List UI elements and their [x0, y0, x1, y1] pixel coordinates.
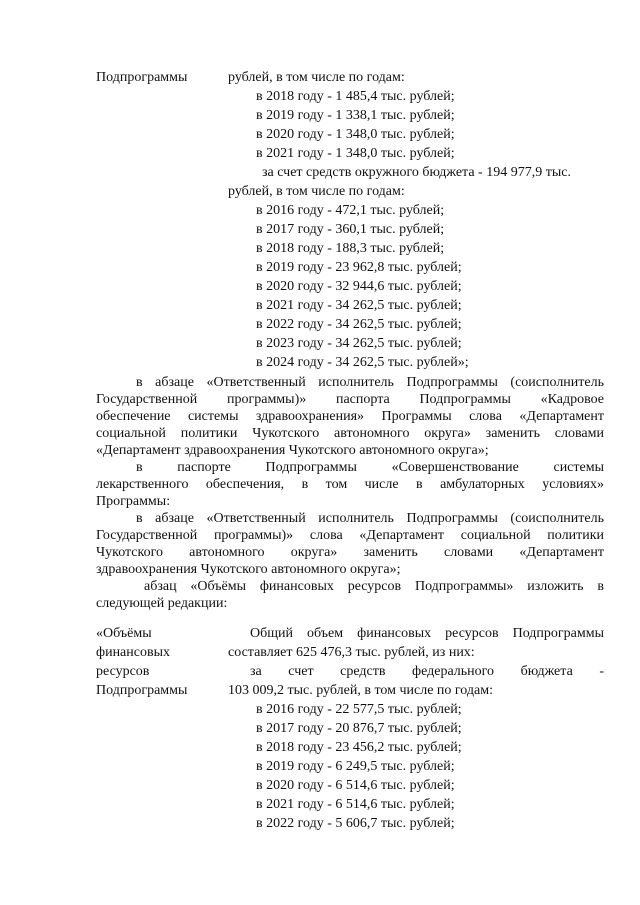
paragraph-line: абзац «Объёмы финансовых ресурсов Подпрограммы» изложить в [144, 579, 604, 594]
label-text: Подпрограммы [96, 70, 188, 85]
year-line: в 2017 году - 20 876,7 тыс. рублей; [256, 721, 462, 736]
year-line: в 2021 году - 1 348,0 тыс. рублей; [256, 146, 455, 161]
year-line: в 2020 году - 6 514,6 тыс. рублей; [256, 778, 455, 793]
content-line: Общий объем финансовых ресурсов Подпрограммы [250, 626, 604, 641]
paragraph-amendment-4 [96, 578, 604, 612]
year-line: в 2016 году - 472,1 тыс. рублей; [256, 203, 445, 218]
label-text: финансовых [96, 645, 170, 660]
year-line: в 2018 году - 23 456,2 тыс. рублей; [256, 740, 462, 755]
year-line: в 2022 году - 5 606,7 тыс. рублей; [256, 816, 455, 831]
paragraph-line: Чукотского автономного округа» заменить словами «Департамент [96, 545, 604, 560]
paragraph-line: обеспечение системы здравоохранения» Программы слова «Департамент [96, 409, 604, 424]
financing-table-bottom [96, 624, 604, 833]
year-line: в 2019 году - 23 962,8 тыс. рублей; [256, 260, 462, 275]
year-line: в 2016 году - 22 577,5 тыс. рублей; [256, 702, 462, 717]
content-line: за счет средств федерального бюджета - [250, 664, 604, 679]
financing-row [96, 624, 604, 833]
year-line: в 2019 году - 1 338,1 тыс. рублей; [256, 108, 455, 123]
content-line: рублей, в том числе по годам: [228, 184, 405, 199]
label-text: Подпрограммы [96, 683, 188, 698]
paragraph-line: в паспорте Подпрограммы «Совершенствование системы [136, 460, 604, 475]
content-line: рублей, в том числе по годам: [228, 70, 405, 85]
year-line: в 2024 году - 34 262,5 тыс. рублей»; [256, 355, 469, 370]
paragraph-line: Государственной программы)» слова «Департамент социальной политики [96, 528, 604, 543]
year-line: в 2023 году - 34 262,5 тыс. рублей; [256, 336, 462, 351]
paragraph-line: здравоохранения Чукотского автономного округа»; [96, 562, 401, 577]
year-line: в 2018 году - 1 485,4 тыс. рублей; [256, 89, 455, 104]
paragraph-line: Государственной программы)» паспорта Подпрограммы «Кадровое [96, 392, 604, 407]
financing-row [96, 68, 604, 372]
row-content [228, 624, 604, 833]
financing-table-top [96, 68, 604, 372]
year-line: в 2021 году - 6 514,6 тыс. рублей; [256, 797, 455, 812]
content-line: составляет 625 476,3 тыс. рублей, из них: [228, 645, 475, 660]
row-content [228, 68, 604, 372]
year-line: в 2022 году - 34 262,5 тыс. рублей; [256, 317, 462, 332]
label-text: «Объёмы [96, 626, 152, 641]
paragraph-line: следующей редакции: [96, 596, 228, 611]
paragraph-line: «Департамент здравоохранения Чукотского автономного округа»; [96, 443, 489, 458]
paragraph-amendment-2 [96, 459, 604, 510]
label-text: ресурсов [96, 664, 150, 679]
year-line: в 2017 году - 360,1 тыс. рублей; [256, 222, 445, 237]
content-line: 103 009,2 тыс. рублей, в том числе по годам: [228, 683, 493, 698]
paragraph-amendment-3 [96, 510, 604, 578]
row-label [96, 624, 228, 700]
year-line: в 2020 году - 1 348,0 тыс. рублей; [256, 127, 455, 142]
year-line: в 2020 году - 32 944,6 тыс. рублей; [256, 279, 462, 294]
paragraph-amendment-1 [96, 374, 604, 459]
paragraph-line: социальной политики Чукотского автономного округа» заменить словами [96, 426, 604, 441]
year-line: в 2018 году - 188,3 тыс. рублей; [256, 241, 445, 256]
paragraph-line: Программы: [96, 494, 171, 509]
year-line: в 2019 году - 6 249,5 тыс. рублей; [256, 759, 455, 774]
content-line: за счет средств окружного бюджета - 194 977,9 тыс. [262, 165, 571, 180]
paragraph-line: в абзаце «Ответственный исполнитель Подпрограммы (соисполнитель [136, 375, 604, 390]
paragraph-line: в абзаце «Ответственный исполнитель Подпрограммы (соисполнитель [136, 511, 604, 526]
year-line: в 2021 году - 34 262,5 тыс. рублей; [256, 298, 462, 313]
row-label [96, 68, 228, 87]
paragraph-line: лекарственного обеспечения, в том числе в амбулаторных условиях» [96, 477, 604, 492]
